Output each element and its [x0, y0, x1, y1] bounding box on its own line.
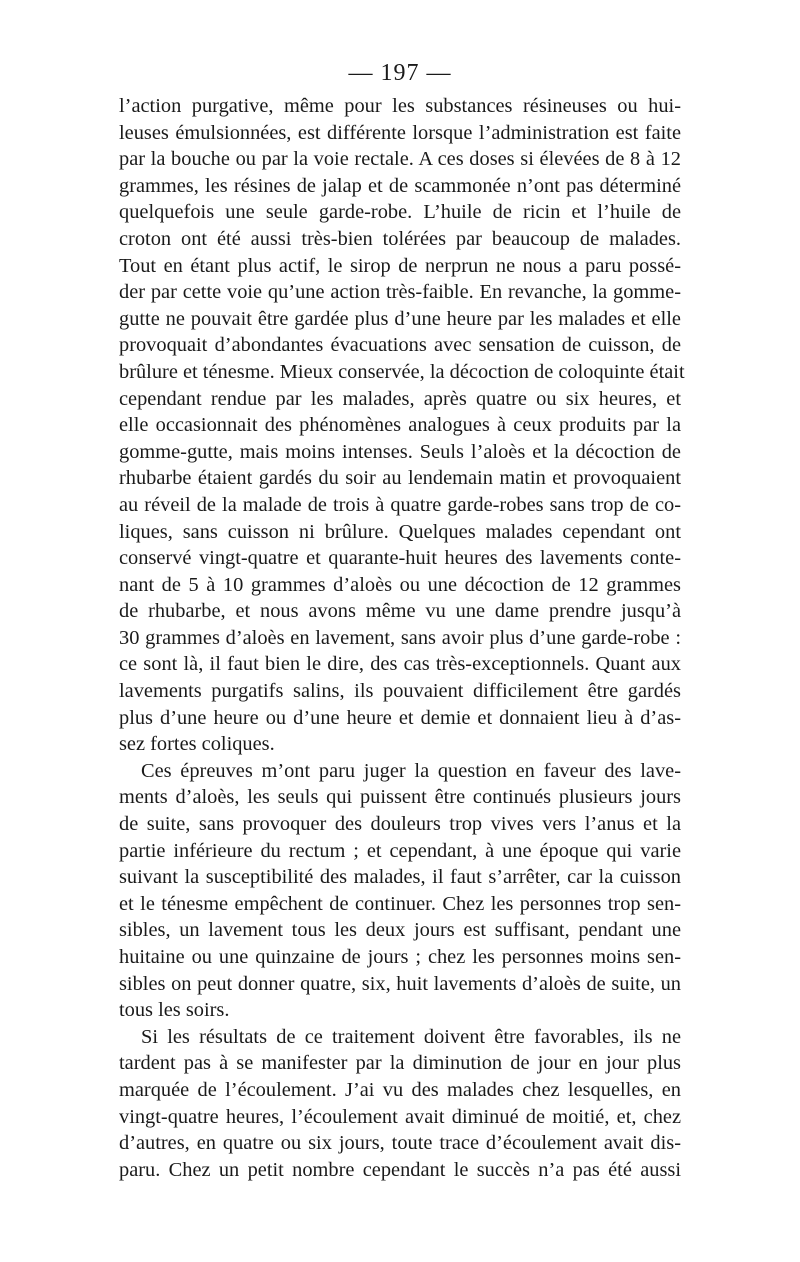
text-line: partie inférieure du rectum ; et cependant, à une époque qui varie: [119, 839, 681, 862]
text-line: rhubarbe étaient gardés du soir au lendemain matin et provoquaient: [119, 467, 681, 490]
text-line: elle occasionnait des phénomènes analogues à ceux produits par la: [119, 414, 681, 437]
paragraph: [119, 93, 685, 758]
text-line: d’autres, en quatre ou six jours, toute trace d’écoulement avait dis-: [119, 1132, 681, 1155]
text-line: au réveil de la malade de trois à quatre garde-robes sans trop de co-: [119, 493, 681, 516]
text-line: Si les résultats de ce traitement doivent être favorables, ils ne: [141, 1025, 681, 1048]
body-text: [119, 93, 685, 1183]
text-line: plus d’une heure ou d’une heure et demie et donnaient lieu à d’as-: [119, 706, 681, 729]
text-line: gutte ne pouvait être gardée plus d’une heure par les malades et elle: [119, 307, 681, 330]
text-line: liques, sans cuisson ni brûlure. Quelques malades cependant ont: [119, 520, 681, 543]
text-line: Tout en étant plus actif, le sirop de nerprun ne nous a paru possé-: [119, 254, 681, 277]
text-line: de suite, sans provoquer des douleurs trop vives vers l’anus et la: [119, 813, 681, 836]
text-line: ce sont là, il faut bien le dire, des cas très-exceptionnels. Quant aux: [119, 653, 681, 676]
text-line: l’action purgative, même pour les substances résineuses ou hui-: [119, 95, 681, 117]
text-line: conservé vingt-quatre et quarante-huit heures des lavements conte-: [119, 547, 681, 570]
text-line: cependant rendue par les malades, après quatre ou six heures, et: [119, 387, 681, 410]
text-line: ments d’aloès, les seuls qui puissent être continués plusieurs jours: [119, 786, 681, 809]
text-line: tardent pas à se manifester par la diminution de jour en jour plus: [119, 1052, 681, 1075]
text-line: nant de 5 à 10 grammes d’aloès ou une décoction de 12 grammes: [119, 573, 681, 596]
text-line: par la bouche ou par la voie rectale. A ces doses si élevées de 8 à 12: [119, 148, 681, 171]
paragraph: [119, 1024, 681, 1184]
text-line: der par cette voie qu’une action très-faible. En revanche, la gomme-: [119, 281, 681, 304]
text-line: 30 grammes d’aloès en lavement, sans avoir plus d’une garde-robe :: [119, 626, 681, 649]
text-line: sez fortes coliques.: [119, 733, 275, 756]
text-line: tous les soirs.: [119, 999, 230, 1022]
text-line: leuses émulsionnées, est différente lorsque l’administration est faite: [119, 121, 681, 144]
paragraph: [119, 758, 681, 1024]
text-line: gomme-gutte, mais moins intenses. Seuls l’aloès et la décoction de: [119, 440, 681, 463]
text-line: grammes, les résines de jalap et de scammonée n’ont pas déterminé: [119, 174, 681, 197]
text-line: de rhubarbe, et nous avons même vu une dame prendre jusqu’à: [119, 600, 681, 623]
text-line: lavements purgatifs salins, ils pouvaient difficilement être gardés: [119, 680, 681, 703]
text-line: suivant la susceptibilité des malades, il faut s’arrêter, car la cuisson: [119, 866, 681, 889]
text-line: quelquefois une seule garde-robe. L’huile de ricin et l’huile de: [119, 201, 681, 224]
text-line: Ces épreuves m’ont paru juger la question en faveur des lave-: [141, 759, 681, 782]
text-line: marquée de l’écoulement. J’ai vu des malades chez lesquelles, en: [119, 1078, 681, 1101]
text-line: vingt-quatre heures, l’écoulement avait diminué de moitié, et, chez: [119, 1105, 681, 1128]
text-line: huitaine ou une quinzaine de jours ; chez les personnes moins sen-: [119, 946, 681, 968]
page-number: — 197 —: [348, 60, 452, 86]
text-line: provoquait d’abondantes évacuations avec sensation de cuisson, de: [119, 334, 681, 357]
text-line: sibles, un lavement tous les deux jours est suffisant, pendant une: [119, 919, 681, 942]
text-line: brûlure et ténesme. Mieux conservée, la décoction de coloquinte était: [119, 360, 685, 383]
text-line: sibles on peut donner quatre, six, huit lavements d’aloès de suite, un: [119, 972, 681, 995]
text-line: et le ténesme empêchent de continuer. Chez les personnes trop sen-: [119, 892, 681, 915]
text-line: paru. Chez un petit nombre cependant le succès n’a pas été aussi: [119, 1158, 681, 1181]
text-line: croton ont été aussi très-bien tolérées par beaucoup de malades.: [119, 227, 681, 250]
